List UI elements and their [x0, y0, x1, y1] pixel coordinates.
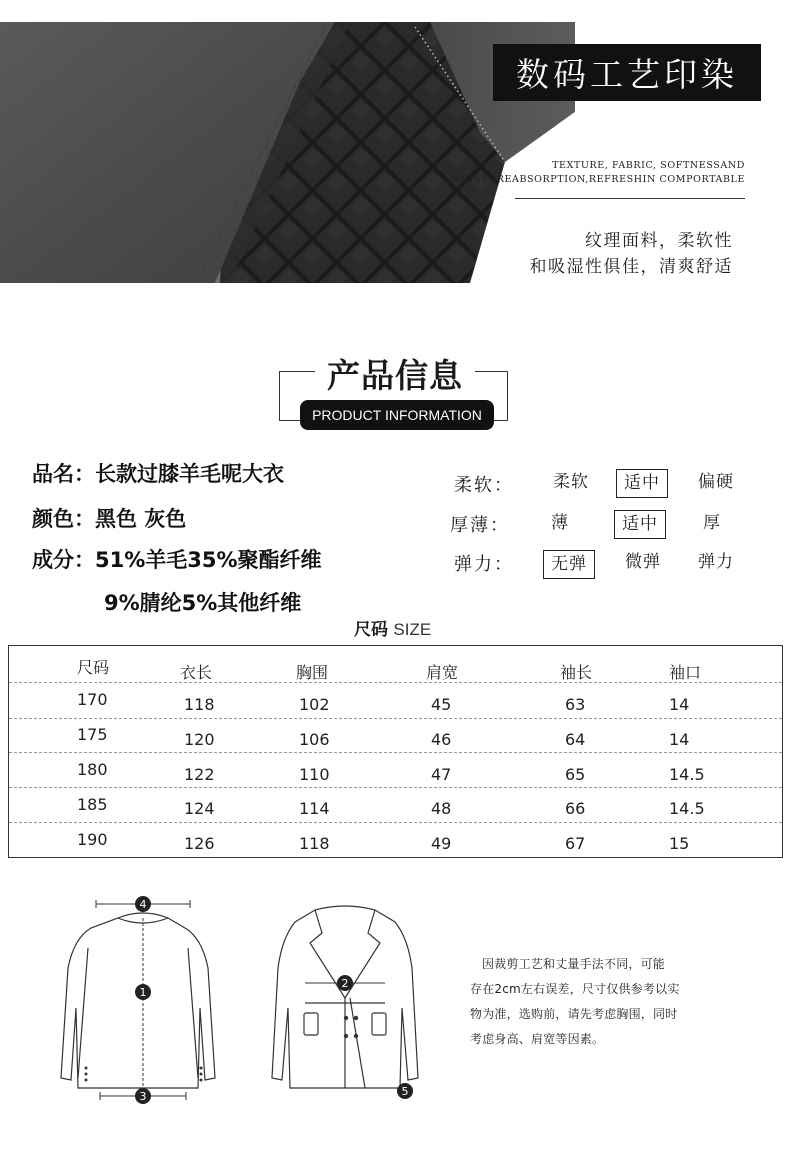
table-header-size: 尺码 — [77, 658, 110, 677]
coat-front-outline — [272, 906, 418, 1088]
attr-softness-label: 柔软： — [454, 475, 514, 496]
table-cell: 122 — [184, 765, 215, 784]
table-cell: 47 — [431, 765, 452, 784]
table-cell: 180 — [77, 760, 108, 779]
table-cell: 48 — [431, 799, 452, 818]
attr-thickness-opt-thin: 薄 — [551, 513, 569, 533]
fabric-photo — [0, 22, 575, 283]
attr-thickness-opt-medium: 适中 — [614, 510, 666, 539]
banner-title: 数码工艺印染 — [493, 44, 761, 101]
row-divider — [9, 682, 782, 683]
table-cell: 124 — [184, 799, 215, 818]
attr-elasticity-opt-slight: 微弹 — [625, 552, 661, 572]
table-cell: 63 — [565, 695, 586, 714]
table-cell: 49 — [431, 834, 452, 853]
table-cell: 170 — [77, 690, 108, 709]
product-color: 颜色：黑色 灰色 — [32, 507, 187, 531]
size-table — [8, 645, 783, 858]
product-composition-cont: 9%腈纶5%其他纤维 — [104, 591, 302, 615]
row-divider — [9, 718, 782, 719]
table-header-sleeve: 袖长 — [560, 663, 593, 682]
size-label-en: SIZE — [393, 620, 432, 639]
table-header-shoulder: 肩宽 — [426, 663, 459, 682]
table-cell: 14 — [669, 695, 690, 714]
divider — [515, 198, 745, 199]
attr-elasticity-label: 弹力： — [454, 554, 514, 575]
table-cell: 106 — [299, 730, 330, 749]
table-header-chest: 胸围 — [296, 663, 329, 682]
measurement-diagram — [60, 888, 430, 1118]
table-cell: 14.5 — [669, 799, 705, 818]
product-composition: 成分：51%羊毛35%聚酯纤维 — [32, 548, 322, 572]
attr-thickness-label: 厚薄： — [450, 515, 510, 536]
table-cell: 45 — [431, 695, 452, 714]
marker-3: 3 — [139, 1090, 147, 1103]
table-cell: 120 — [184, 730, 215, 749]
banner-english-line1: TEXTURE, FABRIC, SOFTNESSAND — [552, 160, 745, 171]
table-cell: 102 — [299, 695, 330, 714]
table-cell: 67 — [565, 834, 586, 853]
attr-softness-opt-hard: 偏硬 — [698, 472, 734, 492]
table-header-length: 衣长 — [180, 663, 213, 682]
row-divider — [9, 822, 782, 823]
measurement-note — [470, 952, 700, 1052]
table-cell: 65 — [565, 765, 586, 784]
table-cell: 14 — [669, 730, 690, 749]
table-cell: 15 — [669, 834, 690, 853]
note-line: 物为准，选购前，请先考虑胸围，同时 — [470, 1007, 678, 1021]
table-cell: 118 — [299, 834, 330, 853]
note-line: 考虑身高、肩宽等因素。 — [470, 1032, 605, 1046]
coat-back-outline — [61, 913, 215, 1088]
table-cell: 118 — [184, 695, 215, 714]
attr-softness-opt-medium: 适中 — [616, 469, 668, 498]
marker-4: 4 — [139, 898, 147, 911]
marker-1: 1 — [139, 986, 147, 999]
marker-2: 2 — [341, 977, 349, 990]
attr-softness-opt-soft: 柔软 — [553, 472, 589, 492]
attr-thickness-opt-thick: 厚 — [703, 513, 721, 533]
row-divider — [9, 787, 782, 788]
table-header-cuff: 袖口 — [669, 663, 702, 682]
table-cell: 190 — [77, 830, 108, 849]
note-line: 存在2cm左右误差，尺寸仅供参考以实 — [470, 982, 680, 996]
section-title: 产品信息 — [315, 352, 475, 394]
size-label — [354, 615, 431, 640]
table-cell: 185 — [77, 795, 108, 814]
section-subtitle: PRODUCT INFORMATION — [300, 400, 494, 430]
row-divider — [9, 752, 782, 753]
table-cell: 64 — [565, 730, 586, 749]
table-cell: 114 — [299, 799, 330, 818]
attr-elasticity-opt-none: 无弹 — [543, 550, 595, 579]
attr-elasticity-opt-elastic: 弹力 — [698, 552, 734, 572]
banner-chinese-line1: 纹理面料，柔软性 — [585, 231, 733, 251]
size-label-cn: 尺码 — [354, 620, 388, 640]
banner-english-line2: MOISTUREABSORPTION,REFRESHIN COMPORTABLE — [451, 174, 745, 185]
table-cell: 14.5 — [669, 765, 705, 784]
banner-chinese-line2: 和吸湿性俱佳，清爽舒适 — [529, 257, 733, 277]
table-cell: 46 — [431, 730, 452, 749]
table-cell: 66 — [565, 799, 586, 818]
table-cell: 110 — [299, 765, 330, 784]
marker-5: 5 — [401, 1085, 409, 1098]
product-name: 品名：长款过膝羊毛呢大衣 — [32, 462, 284, 486]
table-cell: 126 — [184, 834, 215, 853]
table-cell: 175 — [77, 725, 108, 744]
note-line: 因裁剪工艺和丈量手法不同，可能 — [482, 957, 666, 971]
